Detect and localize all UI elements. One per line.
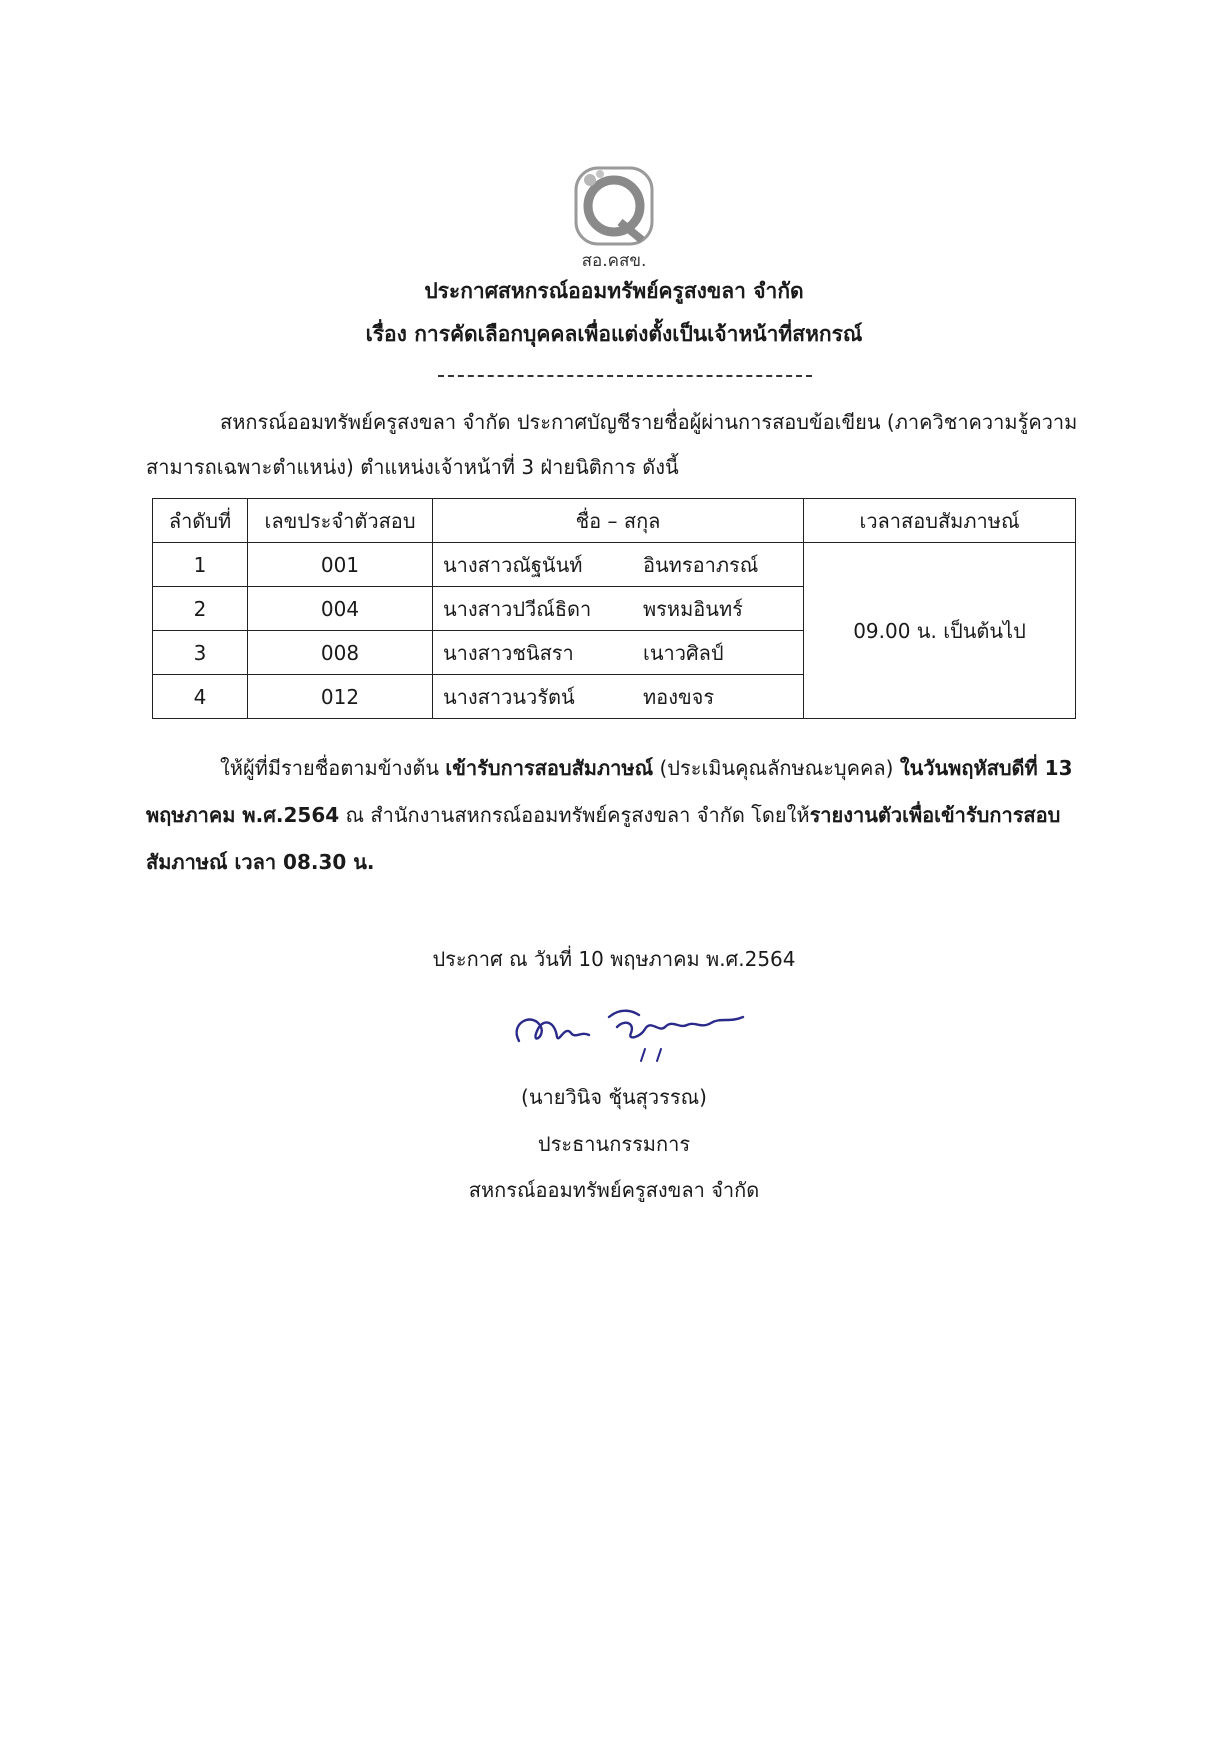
row-code: 004: [248, 587, 433, 631]
row-last-name: พรหมอินทร์: [643, 596, 743, 621]
announcement-subject: เรื่อง การคัดเลือกบุคคลเพื่อแต่งตั้งเป็นเจ้าหน้าที่สหกรณ์: [365, 322, 863, 346]
title-divider: [438, 375, 812, 377]
header-time: เวลาสอบสัมภาษณ์: [804, 499, 1076, 543]
row-no: 1: [153, 543, 248, 587]
row-name: [433, 587, 804, 631]
signer-position: ประธานกรรมการ: [537, 1132, 691, 1156]
notice-bold-interview: เข้ารับการสอบสัมภาษณ์: [445, 756, 654, 780]
table-row: [153, 543, 1076, 587]
candidate-table: [152, 498, 1076, 719]
row-name: [433, 631, 804, 675]
signer-organization: สหกรณ์ออมทรัพย์ครูสงขลา จำกัด: [468, 1178, 760, 1202]
interview-time: 09.00 น. เป็นต้นไป: [804, 543, 1076, 719]
logo-label: สอ.คสข.: [581, 251, 647, 271]
announcement-date: ประกาศ ณ วันที่ 10 พฤษภาคม พ.ศ.2564: [432, 947, 796, 971]
row-last-name: เนาวศิลป์: [643, 640, 724, 665]
signer-name: (นายวินิจ ชุ้นสุวรรณ): [521, 1085, 707, 1109]
row-first-name: นางสาวปวีณ์ธิดา: [443, 596, 592, 621]
row-no: 2: [153, 587, 248, 631]
notice-paragraph: [146, 745, 1088, 886]
row-code: 001: [248, 543, 433, 587]
cooperative-logo: [570, 162, 658, 250]
row-last-name: อินทรอาภรณ์: [643, 552, 759, 577]
header-code: เลขประจำตัวสอบ: [248, 499, 433, 543]
notice-bold-report: รายงานตัวเพื่อเข้ารับการสอบสัมภาษณ์ เวลา 08.30 น.: [146, 803, 1061, 874]
row-no: 3: [153, 631, 248, 675]
row-name: [433, 543, 804, 587]
intro-paragraph: สหกรณ์ออมทรัพย์ครูสงขลา จำกัด ประกาศบัญชีรายชื่อผู้ผ่านการสอบข้อเขียน (ภาควิชาความรู้ความสามารถเฉพาะตำแหน่ง) ตำแหน่งเจ้าหน้าที่ 3 ฝ่ายนิติการ ดังนี้: [146, 410, 1078, 479]
table-header-row: [153, 499, 1076, 543]
header-no: ลำดับที่: [153, 499, 248, 543]
row-code: 008: [248, 631, 433, 675]
notice-text: (ประเมินคุณลักษณะบุคคล): [653, 756, 900, 780]
row-no: 4: [153, 675, 248, 719]
row-first-name: นางสาวชนิสรา: [443, 640, 574, 665]
header-name: ชื่อ – สกุล: [433, 499, 804, 543]
row-first-name: นางสาวนวรัตน์: [443, 684, 575, 709]
row-code: 012: [248, 675, 433, 719]
row-name: [433, 675, 804, 719]
notice-text: ให้ผู้ที่มีรายชื่อตามข้างต้น: [220, 756, 446, 780]
signature-image: [505, 993, 765, 1073]
row-last-name: ทองขจร: [643, 684, 715, 709]
row-first-name: นางสาวณัฐนันท์: [443, 552, 583, 577]
announcement-title: ประกาศสหกรณ์ออมทรัพย์ครูสงขลา จำกัด: [424, 279, 804, 303]
notice-text: ณ สำนักงานสหกรณ์ออมทรัพย์ครูสงขลา จำกัด โดยให้: [339, 803, 810, 827]
notice-bold-date: ในวันพฤหัสบดีที่ 13 พฤษภาคม พ.ศ.2564: [146, 756, 1073, 827]
